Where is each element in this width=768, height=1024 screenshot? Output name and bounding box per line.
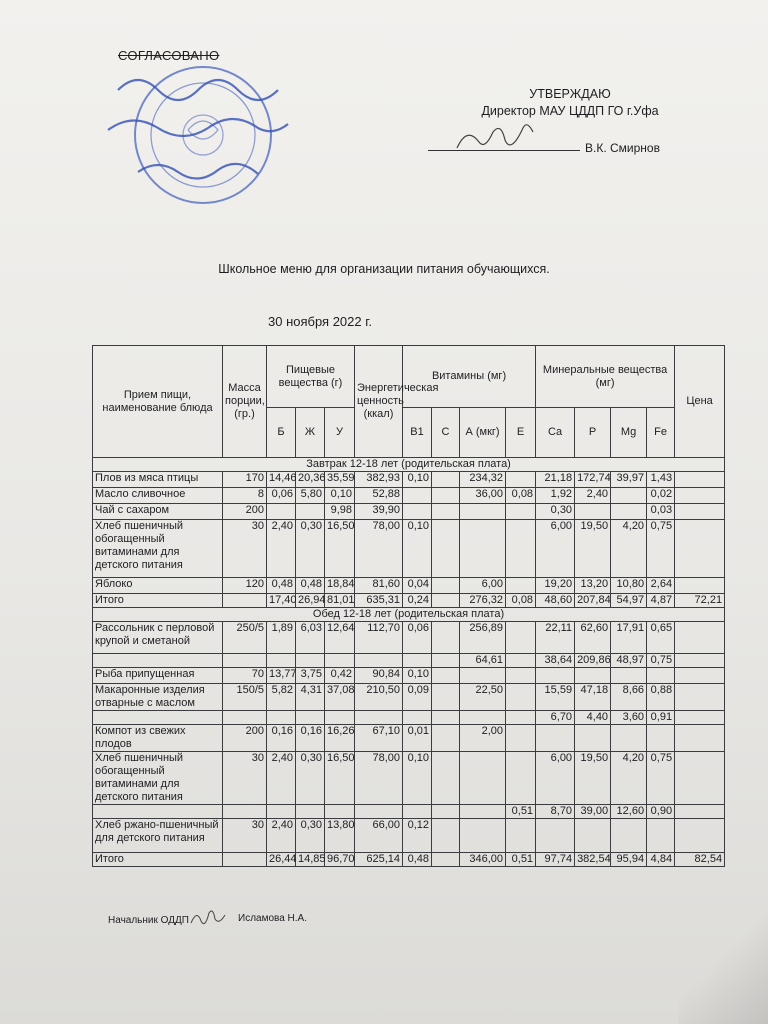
cell-value: 54,97 [611,594,647,608]
cell-value: 4,31 [296,684,325,711]
cell-value: 0,08 [506,594,536,608]
cell-value: 72,21 [675,594,725,608]
approval-right-label: УТВЕРЖДАЮ [529,87,611,101]
cell-value [675,805,725,819]
cell-value: 13,20 [575,578,611,594]
table-row [93,578,725,594]
cell-value: 26,44 [267,853,296,867]
cell-value [355,805,403,819]
cell-name: Яблоко [93,578,223,594]
header-mg: Mg [611,408,647,458]
cell-value: 0,75 [647,752,675,805]
stamp-icon [128,60,278,210]
cell-value: 38,64 [536,654,575,668]
cell-value: 20,36 [296,472,325,488]
cell-value: 0,48 [267,578,296,594]
cell-value: 209,86 [575,654,611,668]
cell-value: 1,43 [647,472,675,488]
cell-value: 346,00 [460,853,506,867]
header-b: Б [267,408,296,458]
cell-name: Хлеб пшеничный обогащенный витаминами для детского питания [93,520,223,578]
cell-value [675,668,725,684]
cell-value [325,805,355,819]
cell-value: 234,32 [460,472,506,488]
cell-value: 0,30 [536,504,575,520]
cell-value: 8,70 [536,805,575,819]
cell-value: 14,46 [267,472,296,488]
cell-value: 0,12 [403,819,432,853]
cell-value: 1,92 [536,488,575,504]
cell-value [460,520,506,578]
cell-value: 70 [223,668,267,684]
cell-value: 52,88 [355,488,403,504]
approval-left-label: СОГЛАСОВАНО [118,48,220,63]
cell-value: 0,06 [403,622,432,654]
header-fe: Fe [647,408,675,458]
cell-value: 6,70 [536,711,575,725]
header-meal-name: Прием пищи, наименование блюда [93,346,223,458]
cell-value: 8 [223,488,267,504]
header-price: Цена [675,346,725,458]
cell-value: 81,60 [355,578,403,594]
cell-value: 16,50 [325,752,355,805]
cell-value: 256,89 [460,622,506,654]
table-row [93,805,725,819]
cell-name: Чай с сахаром [93,504,223,520]
cell-value [432,805,460,819]
cell-value: 112,70 [355,622,403,654]
cell-value [267,654,296,668]
document-date: 30 ноября 2022 г. [268,314,372,329]
cell-value: 0,51 [506,805,536,819]
table-row [93,668,725,684]
cell-value: 47,18 [575,684,611,711]
cell-value [611,725,647,752]
cell-value [506,504,536,520]
cell-value [675,488,725,504]
cell-value: 0,04 [403,578,432,594]
cell-value: 26,94 [296,594,325,608]
cell-value [296,805,325,819]
cell-value: 2,64 [647,578,675,594]
cell-name: Плов из мяса птицы [93,472,223,488]
cell-value: 78,00 [355,752,403,805]
cell-value: 39,00 [575,805,611,819]
cell-value: 5,82 [267,684,296,711]
header-c: C [432,408,460,458]
cell-value [432,472,460,488]
table-row [93,654,725,668]
cell-value [611,504,647,520]
cell-name: Хлеб пшеничный обогащенный витаминами для детского питания [93,752,223,805]
cell-value [432,725,460,752]
cell-value [506,520,536,578]
cell-value [296,504,325,520]
cell-value [325,654,355,668]
cell-value: 5,80 [296,488,325,504]
cell-value [675,504,725,520]
cell-value [536,819,575,853]
cell-value: 0,90 [647,805,675,819]
cell-value: 30 [223,752,267,805]
table-row [93,725,725,752]
cell-value [403,711,432,725]
cell-value [403,488,432,504]
cell-value [223,654,267,668]
cell-value: 30 [223,819,267,853]
header-ca: Ca [536,408,575,458]
cell-value [575,504,611,520]
cell-value [506,725,536,752]
cell-value: 2,40 [575,488,611,504]
cell-value: 90,84 [355,668,403,684]
cell-value: 62,60 [575,622,611,654]
cell-name: Макаронные изделия отварные с маслом [93,684,223,711]
cell-name: Хлеб ржано-пшеничный для детского питания [93,819,223,853]
table-row [93,684,725,711]
cell-value [506,819,536,853]
cell-value [647,819,675,853]
cell-value: 0,24 [403,594,432,608]
cell-name: Масло сливочное [93,488,223,504]
header-nutrients: Пищевые вещества (г) [267,346,355,408]
cell-value [432,684,460,711]
cell-value [432,654,460,668]
table-row [93,488,725,504]
cell-value: 67,10 [355,725,403,752]
cell-value [460,805,506,819]
cell-value: 200 [223,725,267,752]
header-p: P [575,408,611,458]
footer-label: Начальник ОДДП [108,915,189,926]
cell-value: 35,59 [325,472,355,488]
cell-value: 0,10 [403,668,432,684]
cell-value: 95,94 [611,853,647,867]
cell-value: 0,75 [647,654,675,668]
cell-name [93,654,223,668]
cell-value [506,654,536,668]
cell-value: 10,80 [611,578,647,594]
section-title: Обед 12-18 лет (родительская плата) [93,608,725,622]
cell-value: 0,10 [403,472,432,488]
cell-value [575,819,611,853]
cell-value [611,668,647,684]
cell-value: 0,10 [403,520,432,578]
header-e: Е [506,408,536,458]
cell-value: 0,91 [647,711,675,725]
table-row [93,752,725,805]
cell-value: 8,66 [611,684,647,711]
cell-value: 120 [223,578,267,594]
cell-value [403,654,432,668]
header-vitamins: Витамины (мг) [403,346,536,408]
header-energy: Энергетическая ценность (ккал) [355,346,403,458]
cell-value: 16,26 [325,725,355,752]
cell-value: 276,32 [460,594,506,608]
cell-value: 0,09 [403,684,432,711]
footer-signature-icon [188,907,228,929]
cell-value [506,711,536,725]
cell-value: 78,00 [355,520,403,578]
cell-value: 48,97 [611,654,647,668]
cell-value: 0,16 [267,725,296,752]
cell-value: 0,30 [296,520,325,578]
cell-name: Итого [93,853,223,867]
cell-value: 18,84 [325,578,355,594]
cell-value [432,520,460,578]
cell-value [403,805,432,819]
cell-value [325,711,355,725]
header-mass: Масса порции, (гр.) [223,346,267,458]
approval-right-position: Директор МАУ ЦДДП ГО г.Уфа [481,104,659,118]
cell-value: 382,93 [355,472,403,488]
cell-value [355,711,403,725]
cell-value: 19,50 [575,752,611,805]
cell-value [675,654,725,668]
cell-value: 14,85 [296,853,325,867]
cell-value [675,472,725,488]
cell-value: 81,01 [325,594,355,608]
footer-person: Исламова Н.А. [238,913,308,924]
cell-value: 48,60 [536,594,575,608]
cell-value: 22,11 [536,622,575,654]
cell-value [296,711,325,725]
table-row [93,711,725,725]
cell-value: 96,70 [325,853,355,867]
cell-value: 2,40 [267,819,296,853]
cell-value [536,668,575,684]
cell-value [675,578,725,594]
cell-value: 0,02 [647,488,675,504]
cell-value: 250/5 [223,622,267,654]
section-row [93,458,725,472]
cell-value [575,668,611,684]
table-row [93,504,725,520]
cell-value: 12,64 [325,622,355,654]
cell-value [267,711,296,725]
cell-value [432,488,460,504]
cell-value [506,668,536,684]
cell-name: Рассольник с перловой крупой и сметаной [93,622,223,654]
cell-value [296,654,325,668]
header-minerals: Минеральные вещества (мг) [536,346,675,408]
cell-value: 0,30 [296,752,325,805]
cell-value [675,725,725,752]
cell-value: 2,40 [267,520,296,578]
cell-value: 150/5 [223,684,267,711]
cell-name [93,711,223,725]
total-row [93,853,725,867]
header-a: А (мкг) [460,408,506,458]
cell-value: 625,14 [355,853,403,867]
cell-value: 37,08 [325,684,355,711]
cell-value [675,622,725,654]
cell-value [432,668,460,684]
cell-name: Итого [93,594,223,608]
menu-table [92,345,725,867]
signature-icon [452,118,542,158]
cell-name [93,805,223,819]
cell-value: 13,77 [267,668,296,684]
table-row [93,622,725,654]
cell-value: 172,74 [575,472,611,488]
cell-value: 1,89 [267,622,296,654]
section-row [93,608,725,622]
cell-value: 6,00 [536,752,575,805]
document-title: Школьное меню для организации питания обучающихся. [218,262,550,276]
cell-value: 15,59 [536,684,575,711]
cell-value: 82,54 [675,853,725,867]
cell-value [432,594,460,608]
cell-value [506,622,536,654]
cell-value: 2,40 [267,752,296,805]
cell-value: 207,84 [575,594,611,608]
cell-value [223,711,267,725]
cell-value: 0,10 [325,488,355,504]
menu-table-body [93,458,725,867]
footer [108,913,308,926]
cell-value [506,578,536,594]
cell-name: Рыба припущенная [93,668,223,684]
cell-value [647,668,675,684]
cell-value [223,805,267,819]
approval-right-signer: В.К. Смирнов [585,141,660,155]
cell-value: 64,61 [460,654,506,668]
cell-value: 2,00 [460,725,506,752]
cell-value: 21,18 [536,472,575,488]
cell-value: 13,80 [325,819,355,853]
cell-value: 39,97 [611,472,647,488]
cell-value: 4,40 [575,711,611,725]
cell-value [460,504,506,520]
cell-value: 4,84 [647,853,675,867]
cell-value: 39,90 [355,504,403,520]
cell-value: 4,20 [611,752,647,805]
cell-value: 3,60 [611,711,647,725]
cell-value [432,622,460,654]
cell-value: 4,87 [647,594,675,608]
cell-value: 16,50 [325,520,355,578]
table-row [93,472,725,488]
cell-value: 22,50 [460,684,506,711]
cell-value: 0,88 [647,684,675,711]
cell-value: 0,06 [267,488,296,504]
page-shadow [678,884,768,1024]
cell-value [432,504,460,520]
cell-value [536,725,575,752]
cell-value [675,711,725,725]
cell-value: 3,75 [296,668,325,684]
cell-value [432,752,460,805]
cell-value [432,853,460,867]
cell-value: 0,08 [506,488,536,504]
cell-value: 0,48 [296,578,325,594]
cell-value: 0,03 [647,504,675,520]
cell-value [267,805,296,819]
cell-value: 97,74 [536,853,575,867]
cell-value [460,752,506,805]
cell-value [223,853,267,867]
cell-value [611,488,647,504]
approval-right [470,86,670,120]
cell-value: 0,51 [506,853,536,867]
cell-value: 19,50 [575,520,611,578]
cell-value [506,752,536,805]
cell-value: 17,91 [611,622,647,654]
cell-value: 0,30 [296,819,325,853]
total-row [93,594,725,608]
cell-value [675,520,725,578]
cell-value: 66,00 [355,819,403,853]
cell-value [460,668,506,684]
cell-value: 17,40 [267,594,296,608]
cell-value [675,752,725,805]
cell-value [675,819,725,853]
cell-value: 30 [223,520,267,578]
cell-value: 0,16 [296,725,325,752]
cell-value: 36,00 [460,488,506,504]
cell-value: 200 [223,504,267,520]
header-zh: Ж [296,408,325,458]
cell-value: 6,00 [536,520,575,578]
cell-value: 635,31 [355,594,403,608]
cell-value: 0,65 [647,622,675,654]
cell-value: 6,00 [460,578,506,594]
header-b1: B1 [403,408,432,458]
cell-value: 0,75 [647,520,675,578]
cell-value [403,504,432,520]
cell-value [432,711,460,725]
cell-value [267,504,296,520]
cell-value: 0,42 [325,668,355,684]
cell-value [675,684,725,711]
cell-value [506,684,536,711]
table-row [93,819,725,853]
cell-value: 12,60 [611,805,647,819]
cell-value: 0,10 [403,752,432,805]
cell-value [460,819,506,853]
cell-value [432,819,460,853]
cell-value: 4,20 [611,520,647,578]
cell-value: 0,01 [403,725,432,752]
cell-value [506,472,536,488]
cell-value [611,819,647,853]
table-row [93,520,725,578]
header-u: У [325,408,355,458]
cell-value [460,711,506,725]
cell-value [355,654,403,668]
cell-value [575,725,611,752]
cell-value: 210,50 [355,684,403,711]
cell-value: 382,54 [575,853,611,867]
cell-value: 170 [223,472,267,488]
cell-name: Компот из свежих плодов [93,725,223,752]
cell-value: 6,03 [296,622,325,654]
section-title: Завтрак 12-18 лет (родительская плата) [93,458,725,472]
cell-value [432,578,460,594]
cell-value: 0,48 [403,853,432,867]
cell-value [647,725,675,752]
cell-value [223,594,267,608]
cell-value: 9,98 [325,504,355,520]
cell-value: 19,20 [536,578,575,594]
